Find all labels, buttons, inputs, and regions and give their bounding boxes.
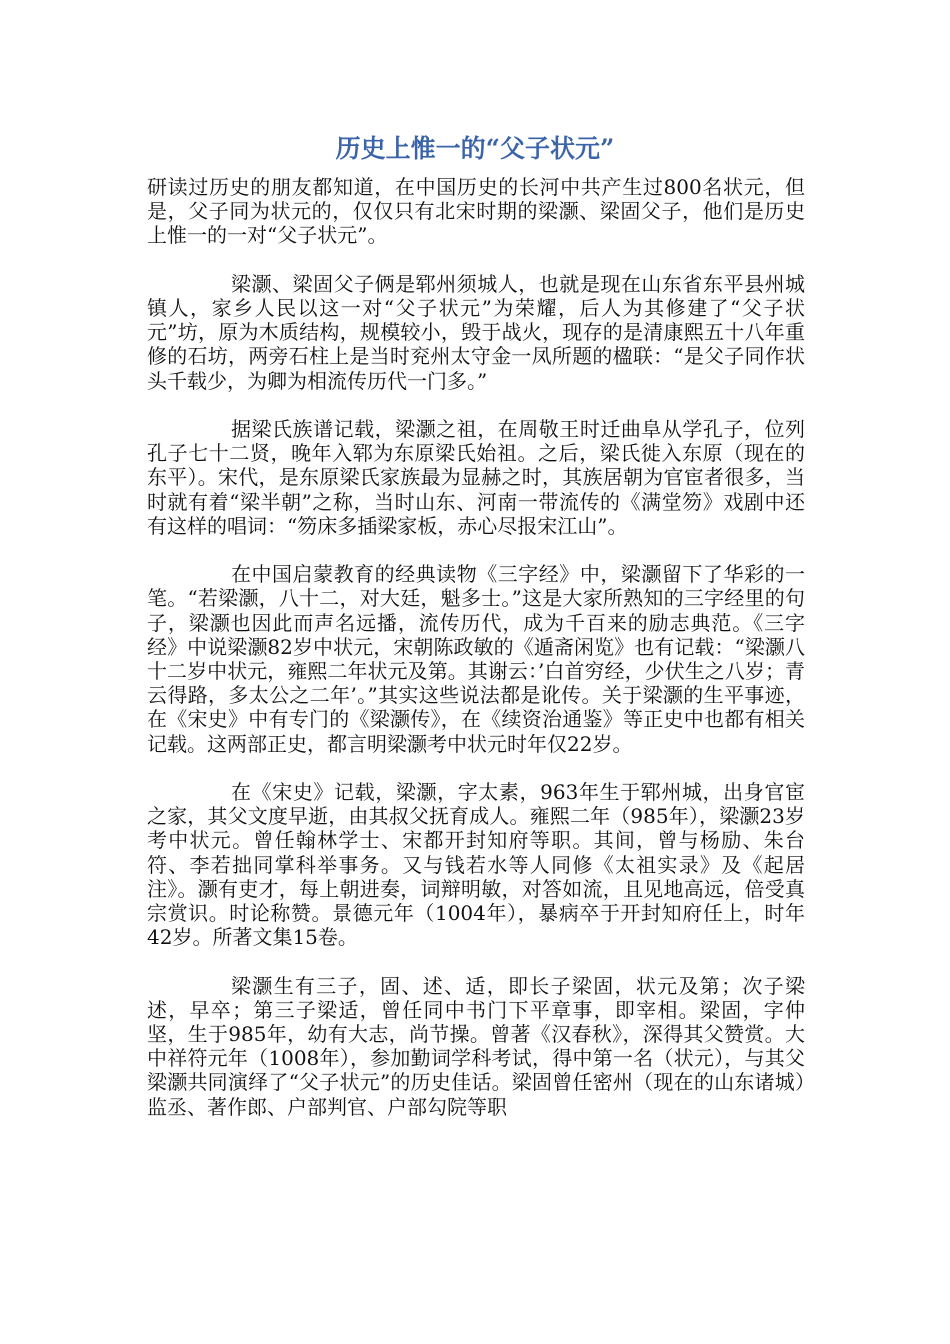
paragraph-3: 据梁氏族谱记载，梁灏之祖，在周敬王时迁曲阜从学孔子，位列孔子七十二贤，晚年入郓为东原梁氏始祖。之后，梁氏徙入东原（现在的东平）。宋代，是东原梁氏家族最为显赫之时，其族居朝为官宦者很多，当时就有着“梁半朝”之称，当时山东、河南一带流传的《满堂笏》戏剧中还有这样的唱词：“笏床多插梁家板，赤心尽报宋江山”。 [147, 417, 805, 538]
paragraph-6: 梁灏生有三子，固、述、适，即长子梁固，状元及第；次子梁述，早卒；第三子梁适，曾任同中书门下平章事，即宰相。梁固，字仲坚，生于985年，幼有大志，尚节操。曾著《汉春秋》，深得其父赞赏。大中祥符元年（1008年），参加勤词学科考试，得中第一名（状元），与其父梁灏共同演绎了“父子状元”的历史佳话。梁固曾任密州（现在的山东诸城）监丞、著作郎、户部判官、户部勾院等职 [147, 973, 805, 1119]
paragraph-1: 研读过历史的朋友都知道，在中国历史的长河中共产生过800名状元，但是，父子同为状元的，仅仅只有北宋时期的梁灏、梁固父子，他们是历史上惟一的一对“父子状元”。 [147, 175, 805, 248]
document-body [147, 175, 805, 1143]
paragraph-5: 在《宋史》记载，梁灏，字太素，963年生于郓州城，出身官宦之家，其父文度早逝，由其叔父抚育成人。雍熙二年（985年），梁灏23岁考中状元。曾任翰林学士、宋都开封知府等职。其间，曾与杨励、朱台符、李若拙同掌科举事务。又与钱若水等人同修《太祖实录》及《起居注》。灏有吏才，每上朝进奏，词辩明敏，对答如流，且见地高远，倍受真宗赏识。时论称赞。景德元年（1004年），暴病卒于开封知府任上，时年42岁。所著文集15卷。 [147, 780, 805, 950]
paragraph-4: 在中国启蒙教育的经典读物《三字经》中，梁灏留下了华彩的一笔。“若梁灏，八十二，对大廷，魁多士。”这是大家所熟知的三字经里的句子，梁灏也因此而声名远播，流传历代，成为千百来的励志典范。《三字经》中说梁灏82岁中状元，宋朝陈政敏的《遁斋闲览》也有记载：“梁灏八十二岁中状元，雍熙二年状元及第。其谢云：’白首穷经，少伏生之八岁；青云得路，多太公之二年’。”其实这些说法都是讹传。关于梁灏的生平事迹，在《宋史》中有专门的《梁灏传》，在《续资治通鉴》等正史中也都有相关记载。这两部正史，都言明梁灏考中状元时年仅22岁。 [147, 562, 805, 756]
document-title: 历史上惟一的“父子状元” [335, 134, 615, 163]
paragraph-2: 梁灏、梁固父子俩是郓州须城人，也就是现在山东省东平县州城镇人，家乡人民以这一对“父子状元”为荣耀，后人为其修建了“父子状元”坊，原为木质结构，规模较小，毁于战火，现存的是清康熙五十八年重修的石坊，两旁石柱上是当时兖州太守金一凤所题的楹联：“是父子同作状头千载少，为卿为相流传历代一门多。” [147, 271, 805, 393]
